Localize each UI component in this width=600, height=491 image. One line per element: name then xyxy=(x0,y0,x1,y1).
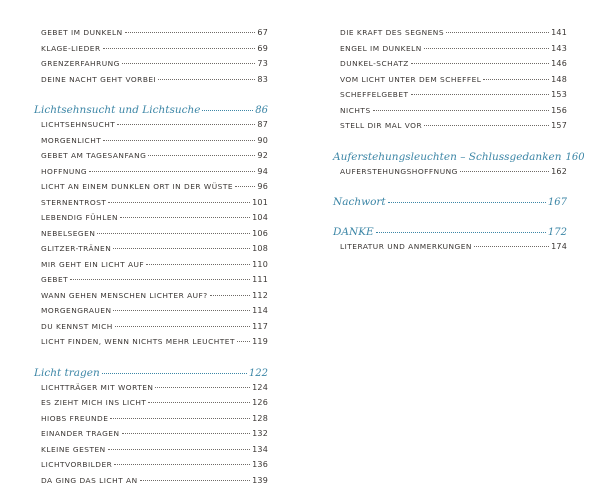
toc-entry xyxy=(41,414,268,430)
toc-entry xyxy=(340,75,567,91)
toc-entry xyxy=(340,167,567,183)
dot-leader xyxy=(424,125,549,126)
toc-entry-title: DIE KRAFT DES SEGNENS xyxy=(340,28,444,37)
toc-entry-title: GEBET xyxy=(41,275,68,284)
dot-leader xyxy=(460,171,549,172)
dot-leader xyxy=(97,233,250,234)
toc-entry-title: DEINE NACHT GEHT VORBEI xyxy=(41,75,156,84)
toc-entry xyxy=(41,229,268,245)
toc-entry-title: MIR GEHT EIN LICHT AUF xyxy=(41,260,144,269)
toc-entry xyxy=(41,260,268,276)
toc-entry-title: WANN GEHEN MENSCHEN LICHTER AUF? xyxy=(41,291,208,300)
toc-entry-title: LICHTVORBILDER xyxy=(41,460,112,469)
toc-entry xyxy=(41,75,268,91)
dot-leader xyxy=(148,155,255,156)
dot-leader xyxy=(411,94,550,95)
toc-entry xyxy=(41,136,268,152)
toc-entry-page: 132 xyxy=(252,429,268,438)
toc-entry-page: 90 xyxy=(257,136,268,145)
toc-entry-page: 139 xyxy=(252,476,268,485)
section-title: Licht tragen xyxy=(34,367,100,379)
dot-leader xyxy=(146,264,250,265)
dot-leader xyxy=(388,202,546,203)
section-page: 122 xyxy=(249,368,268,379)
toc-entry-page: 92 xyxy=(257,151,268,160)
toc-section-heading xyxy=(333,151,567,167)
dot-leader xyxy=(108,202,250,203)
toc-entry-title: HIOBS FREUNDE xyxy=(41,414,108,423)
toc-entry xyxy=(41,151,268,167)
dot-leader xyxy=(202,110,253,111)
toc-section-heading xyxy=(34,104,268,120)
dot-leader xyxy=(446,32,549,33)
toc-entry-page: 136 xyxy=(252,460,268,469)
toc-entry xyxy=(340,90,567,106)
dot-leader xyxy=(70,279,250,280)
toc-entry-page: 104 xyxy=(252,213,268,222)
toc-entry-title: MORGENLICHT xyxy=(41,136,101,145)
section-page: 167 xyxy=(548,197,567,208)
toc-entry-page: 111 xyxy=(252,275,268,284)
toc-entry xyxy=(340,242,567,258)
toc-entry-title: LICHTSEHNSUCHT xyxy=(41,120,115,129)
toc-section-heading xyxy=(333,196,567,212)
dot-leader xyxy=(102,373,247,374)
toc-entry-title: SCHEFFELGEBET xyxy=(340,90,409,99)
toc-entry-page: 141 xyxy=(551,28,567,37)
toc-entry-title: LICHT FINDEN, WENN NICHTS MEHR LEUCHTET xyxy=(41,337,235,346)
dot-leader xyxy=(158,79,255,80)
dot-leader xyxy=(424,48,549,49)
toc-entry-title: LICHTTRÄGER MIT WORTEN xyxy=(41,383,153,392)
toc-entry-page: 101 xyxy=(252,198,268,207)
toc-entry-page: 128 xyxy=(252,414,268,423)
dot-leader xyxy=(120,217,250,218)
toc-entry-page: 156 xyxy=(551,106,567,115)
section-title: DANKE xyxy=(333,226,374,238)
section-title: Lichtsehnsucht und Lichtsuche xyxy=(34,104,200,116)
toc-entry-page: 174 xyxy=(551,242,567,251)
dot-leader xyxy=(155,387,250,388)
toc-entry-title: VOM LICHT UNTER DEM SCHEFFEL xyxy=(340,75,481,84)
toc-entry-title: DA GING DAS LICHT AN xyxy=(41,476,138,485)
toc-entry-title: LICHT AN EINEM DUNKLEN ORT IN DER WÜSTE xyxy=(41,182,233,191)
toc-entry xyxy=(41,59,268,75)
section-page: 86 xyxy=(255,105,268,116)
toc-entry-title: ES ZIEHT MICH INS LICHT xyxy=(41,398,146,407)
dot-leader xyxy=(122,433,251,434)
toc-entry-page: 148 xyxy=(551,75,567,84)
dot-leader xyxy=(235,186,255,187)
toc-entry-title: GEBET IM DUNKELN xyxy=(41,28,123,37)
toc-entry-title: STERNENTROST xyxy=(41,198,106,207)
toc-entry-page: 110 xyxy=(252,260,268,269)
toc-entry-page: 146 xyxy=(551,59,567,68)
dot-leader xyxy=(411,63,549,64)
toc-entry-page: 114 xyxy=(252,306,268,315)
toc-entry-title: EINANDER TRAGEN xyxy=(41,429,120,438)
toc-entry-page: 108 xyxy=(252,244,268,253)
toc-entry-page: 67 xyxy=(257,28,268,37)
dot-leader xyxy=(376,232,546,233)
toc-entry xyxy=(41,460,268,476)
dot-leader xyxy=(89,171,255,172)
toc-left-column xyxy=(34,28,268,491)
section-page: 160 xyxy=(566,152,585,163)
toc-entry xyxy=(41,306,268,322)
toc-entry-title: ENGEL IM DUNKELN xyxy=(340,44,422,53)
toc-entry xyxy=(41,322,268,338)
toc-entry xyxy=(41,398,268,414)
toc-entry xyxy=(41,44,268,60)
toc-entry-title: LEBENDIG FÜHLEN xyxy=(41,213,118,222)
toc-right-column xyxy=(333,28,567,258)
toc-entry-title: GLITZER-TRÄNEN xyxy=(41,244,111,253)
toc-entry xyxy=(340,28,567,44)
toc-entry xyxy=(340,106,567,122)
toc-entry-page: 94 xyxy=(257,167,268,176)
toc-entry-title: GEBET AM TAGESANFANG xyxy=(41,151,146,160)
dot-leader xyxy=(110,418,250,419)
toc-entry-title: DU KENNST MICH xyxy=(41,322,113,331)
toc-entry xyxy=(41,337,268,353)
toc-entry-title: LITERATUR UND ANMERKUNGEN xyxy=(340,242,472,251)
toc-entry-page: 126 xyxy=(252,398,268,407)
toc-entry-page: 69 xyxy=(257,44,268,53)
toc-entry xyxy=(41,291,268,307)
toc-entry-title: KLAGE-LIEDER xyxy=(41,44,101,53)
toc-entry-page: 134 xyxy=(252,445,268,454)
dot-leader xyxy=(122,63,255,64)
toc-entry xyxy=(41,167,268,183)
dot-leader xyxy=(148,402,250,403)
dot-leader xyxy=(125,32,256,33)
toc-entry xyxy=(41,244,268,260)
section-page: 172 xyxy=(548,227,567,238)
toc-entry-title: GRENZERFAHRUNG xyxy=(41,59,120,68)
toc-section-heading xyxy=(333,226,567,242)
toc-entry xyxy=(340,121,567,137)
section-title: Nachwort xyxy=(333,196,386,208)
toc-entry-title: NICHTS xyxy=(340,106,371,115)
dot-leader xyxy=(113,248,250,249)
dot-leader xyxy=(115,326,250,327)
toc-entry xyxy=(41,445,268,461)
toc-entry-title: STELL DIR MAL VOR xyxy=(340,121,422,130)
toc-entry xyxy=(41,28,268,44)
dot-leader xyxy=(237,341,250,342)
toc-entry-page: 96 xyxy=(257,182,268,191)
toc-entry xyxy=(340,59,567,75)
toc-entry xyxy=(340,44,567,60)
toc-entry xyxy=(41,198,268,214)
toc-entry-page: 162 xyxy=(551,167,567,176)
toc-entry-page: 157 xyxy=(551,121,567,130)
dot-leader xyxy=(474,246,549,247)
dot-leader xyxy=(103,140,255,141)
toc-entry-page: 117 xyxy=(252,322,268,331)
dot-leader xyxy=(210,295,250,296)
dot-leader xyxy=(108,449,250,450)
toc-entry-page: 73 xyxy=(257,59,268,68)
toc-entry-page: 124 xyxy=(252,383,268,392)
dot-leader xyxy=(483,79,549,80)
toc-entry xyxy=(41,182,268,198)
dot-leader xyxy=(140,480,251,481)
toc-entry xyxy=(41,383,268,399)
toc-section-heading xyxy=(34,367,268,383)
toc-entry-page: 83 xyxy=(257,75,268,84)
toc-entry-page: 153 xyxy=(551,90,567,99)
dot-leader xyxy=(113,310,250,311)
toc-entry-title: NEBELSEGEN xyxy=(41,229,95,238)
toc-entry-page: 112 xyxy=(252,291,268,300)
toc-entry xyxy=(41,275,268,291)
section-title: Auferstehungsleuchten – Schlussgedanken xyxy=(333,151,562,163)
toc-entry xyxy=(41,213,268,229)
toc-entry-page: 143 xyxy=(551,44,567,53)
toc-entry-title: HOFFNUNG xyxy=(41,167,87,176)
dot-leader xyxy=(117,124,255,125)
toc-entry-title: AUFERSTEHUNGSHOFFNUNG xyxy=(340,167,458,176)
dot-leader xyxy=(114,464,250,465)
toc-entry-title: KLEINE GESTEN xyxy=(41,445,106,454)
toc-entry-page: 87 xyxy=(257,120,268,129)
toc-entry-page: 106 xyxy=(252,229,268,238)
toc-entry xyxy=(41,120,268,136)
toc-entry-title: DUNKEL-SCHATZ xyxy=(340,59,409,68)
toc-entry xyxy=(41,429,268,445)
dot-leader xyxy=(373,110,549,111)
toc-entry-page: 119 xyxy=(252,337,268,346)
dot-leader xyxy=(103,48,256,49)
toc-entry-title: MORGENGRAUEN xyxy=(41,306,111,315)
